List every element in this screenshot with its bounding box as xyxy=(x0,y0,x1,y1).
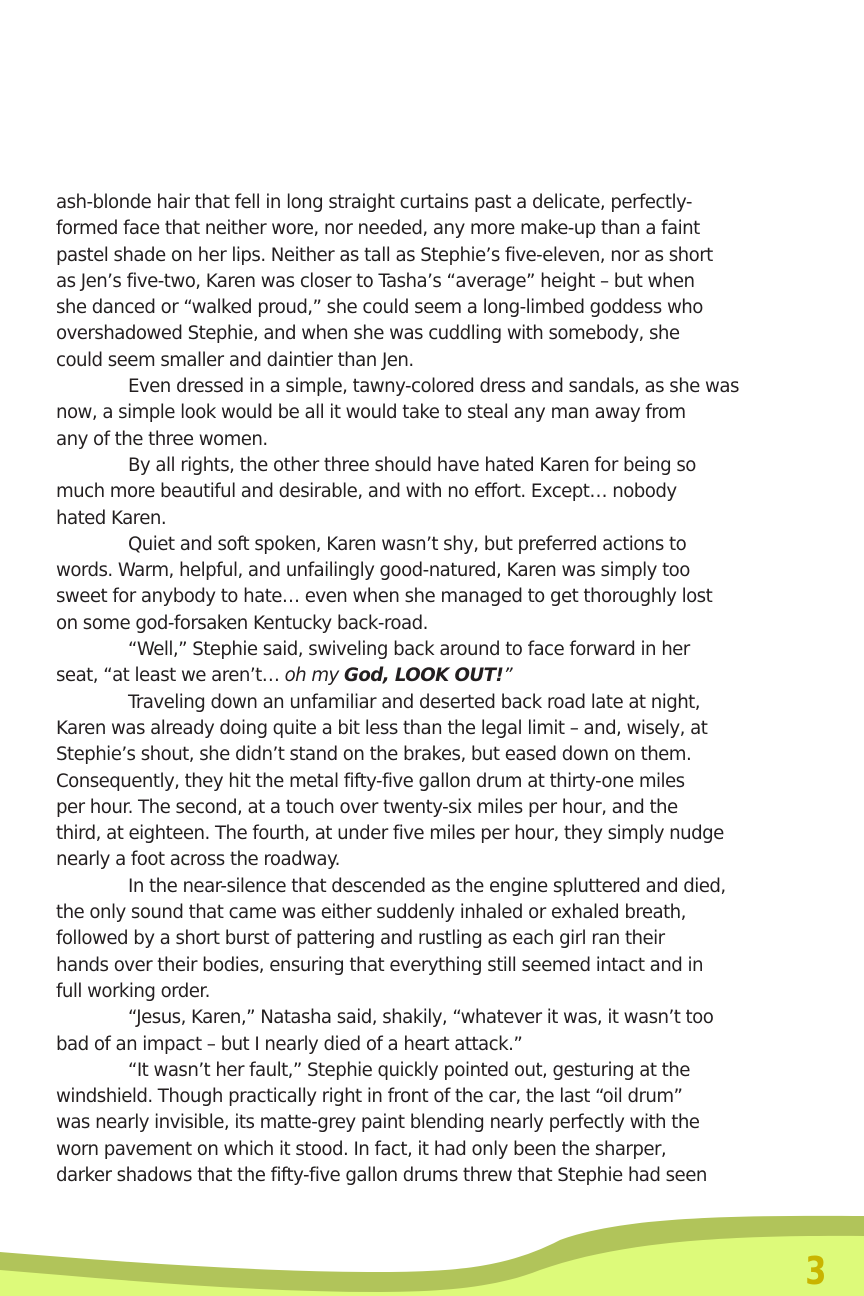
paragraph-quiet-soft-spoken xyxy=(56,532,808,637)
paragraph-not-her-fault xyxy=(56,1058,808,1189)
paragraph-near-silence xyxy=(56,874,808,1005)
text-line: she danced or “walked proud,” she could seem a long-limbed goddess who xyxy=(56,297,703,319)
text-line: bad of an impact – but I nearly died of a heart attack.” xyxy=(56,1033,523,1055)
text-line: full working order. xyxy=(56,980,210,1002)
text-line: Quiet and soft spoken, Karen wasn’t shy, but preferred actions to xyxy=(128,533,687,555)
text-line: Traveling down an unfamiliar and deserted back road late at night, xyxy=(128,691,700,713)
page-number: 3 xyxy=(804,1249,826,1293)
text-line: words. Warm, helpful, and unfailingly good-natured, Karen was simply too xyxy=(56,560,690,582)
text-line-mixed xyxy=(56,663,808,689)
paragraph-karen-description xyxy=(56,190,808,374)
text-line: hated Karen. xyxy=(56,507,167,529)
paragraph-tawny-dress xyxy=(56,374,808,453)
text-line: By all rights, the other three should have hated Karen for being so xyxy=(128,454,696,476)
text-line: per hour. The second, at a touch over twenty-six miles per hour, and the xyxy=(56,796,678,818)
footer-wave-decoration xyxy=(0,1200,864,1296)
paragraph-by-all-rights xyxy=(56,453,808,532)
text-line: Karen was already doing quite a bit less than the legal limit – and, wisely, at xyxy=(56,717,708,739)
text-line: darker shadows that the fifty-five gallon drums threw that Stephie had seen xyxy=(56,1164,707,1186)
text-line: much more beautiful and desirable, and with no effort. Except… nobody xyxy=(56,481,677,503)
text-closing-quote: ” xyxy=(503,665,513,687)
page-footer xyxy=(0,1200,864,1296)
text-line: Stephie’s shout, she didn’t stand on the brakes, but eased down on them. xyxy=(56,744,692,766)
text-line: was nearly invisible, its matte-grey paint blending nearly perfectly with the xyxy=(56,1112,700,1134)
text-line: “It wasn’t her fault,” Stephie quickly pointed out, gesturing at the xyxy=(128,1059,690,1081)
text-line: Consequently, they hit the metal fifty-five gallon drum at thirty-one miles xyxy=(56,770,685,792)
page-body xyxy=(56,190,808,1189)
paragraph-traveling-down xyxy=(56,690,808,874)
text-line: on some god-forsaken Kentucky back-road. xyxy=(56,612,428,634)
text-bold-italic-exclamation: God, LOOK OUT! xyxy=(343,665,504,687)
text-line: hands over their bodies, ensuring that everything still seemed intact and in xyxy=(56,954,703,976)
text-line: Even dressed in a simple, tawny-colored dress and sandals, as she was xyxy=(128,376,739,398)
text-line: nearly a foot across the roadway. xyxy=(56,849,340,871)
text-line: ash-blonde hair that fell in long straight curtains past a delicate, perfectly- xyxy=(56,192,692,213)
text-line: “Jesus, Karen,” Natasha said, shakily, “whatever it was, it wasn’t too xyxy=(128,1007,714,1029)
text-line: windshield. Though practically right in front of the car, the last “oil drum” xyxy=(56,1086,683,1108)
text-line: third, at eighteen. The fourth, at under five miles per hour, they simply nudge xyxy=(56,823,724,845)
text-line: In the near-silence that descended as the engine spluttered and died, xyxy=(128,875,726,897)
text-line: as Jen’s five-two, Karen was closer to Tasha’s “average” height – but when xyxy=(56,270,695,292)
text-line: the only sound that came was either suddenly inhaled or exhaled breath, xyxy=(56,902,686,924)
text-plain: seat, “at least we aren’t… xyxy=(56,665,285,687)
paragraph-look-out xyxy=(56,637,808,690)
text-line: now, a simple look would be all it would take to steal any man away from xyxy=(56,402,686,424)
text-line: pastel shade on her lips. Neither as tall as Stephie’s five-eleven, nor as short xyxy=(56,244,713,266)
text-line: could seem smaller and daintier than Jen. xyxy=(56,349,414,371)
text-line: followed by a short burst of pattering and rustling as each girl ran their xyxy=(56,928,665,950)
text-italic: oh my xyxy=(284,665,344,687)
text-line: sweet for anybody to hate… even when she managed to get thoroughly lost xyxy=(56,586,713,608)
text-line: “Well,” Stephie said, swiveling back around to face forward in her xyxy=(128,639,690,661)
text-line: worn pavement on which it stood. In fact, it had only been the sharper, xyxy=(56,1138,667,1160)
text-line: formed face that neither wore, nor needed, any more make-up than a faint xyxy=(56,218,700,240)
paragraph-jesus-karen xyxy=(56,1005,808,1058)
text-line: overshadowed Stephie, and when she was cuddling with somebody, she xyxy=(56,323,680,345)
text-line: any of the three women. xyxy=(56,428,268,450)
